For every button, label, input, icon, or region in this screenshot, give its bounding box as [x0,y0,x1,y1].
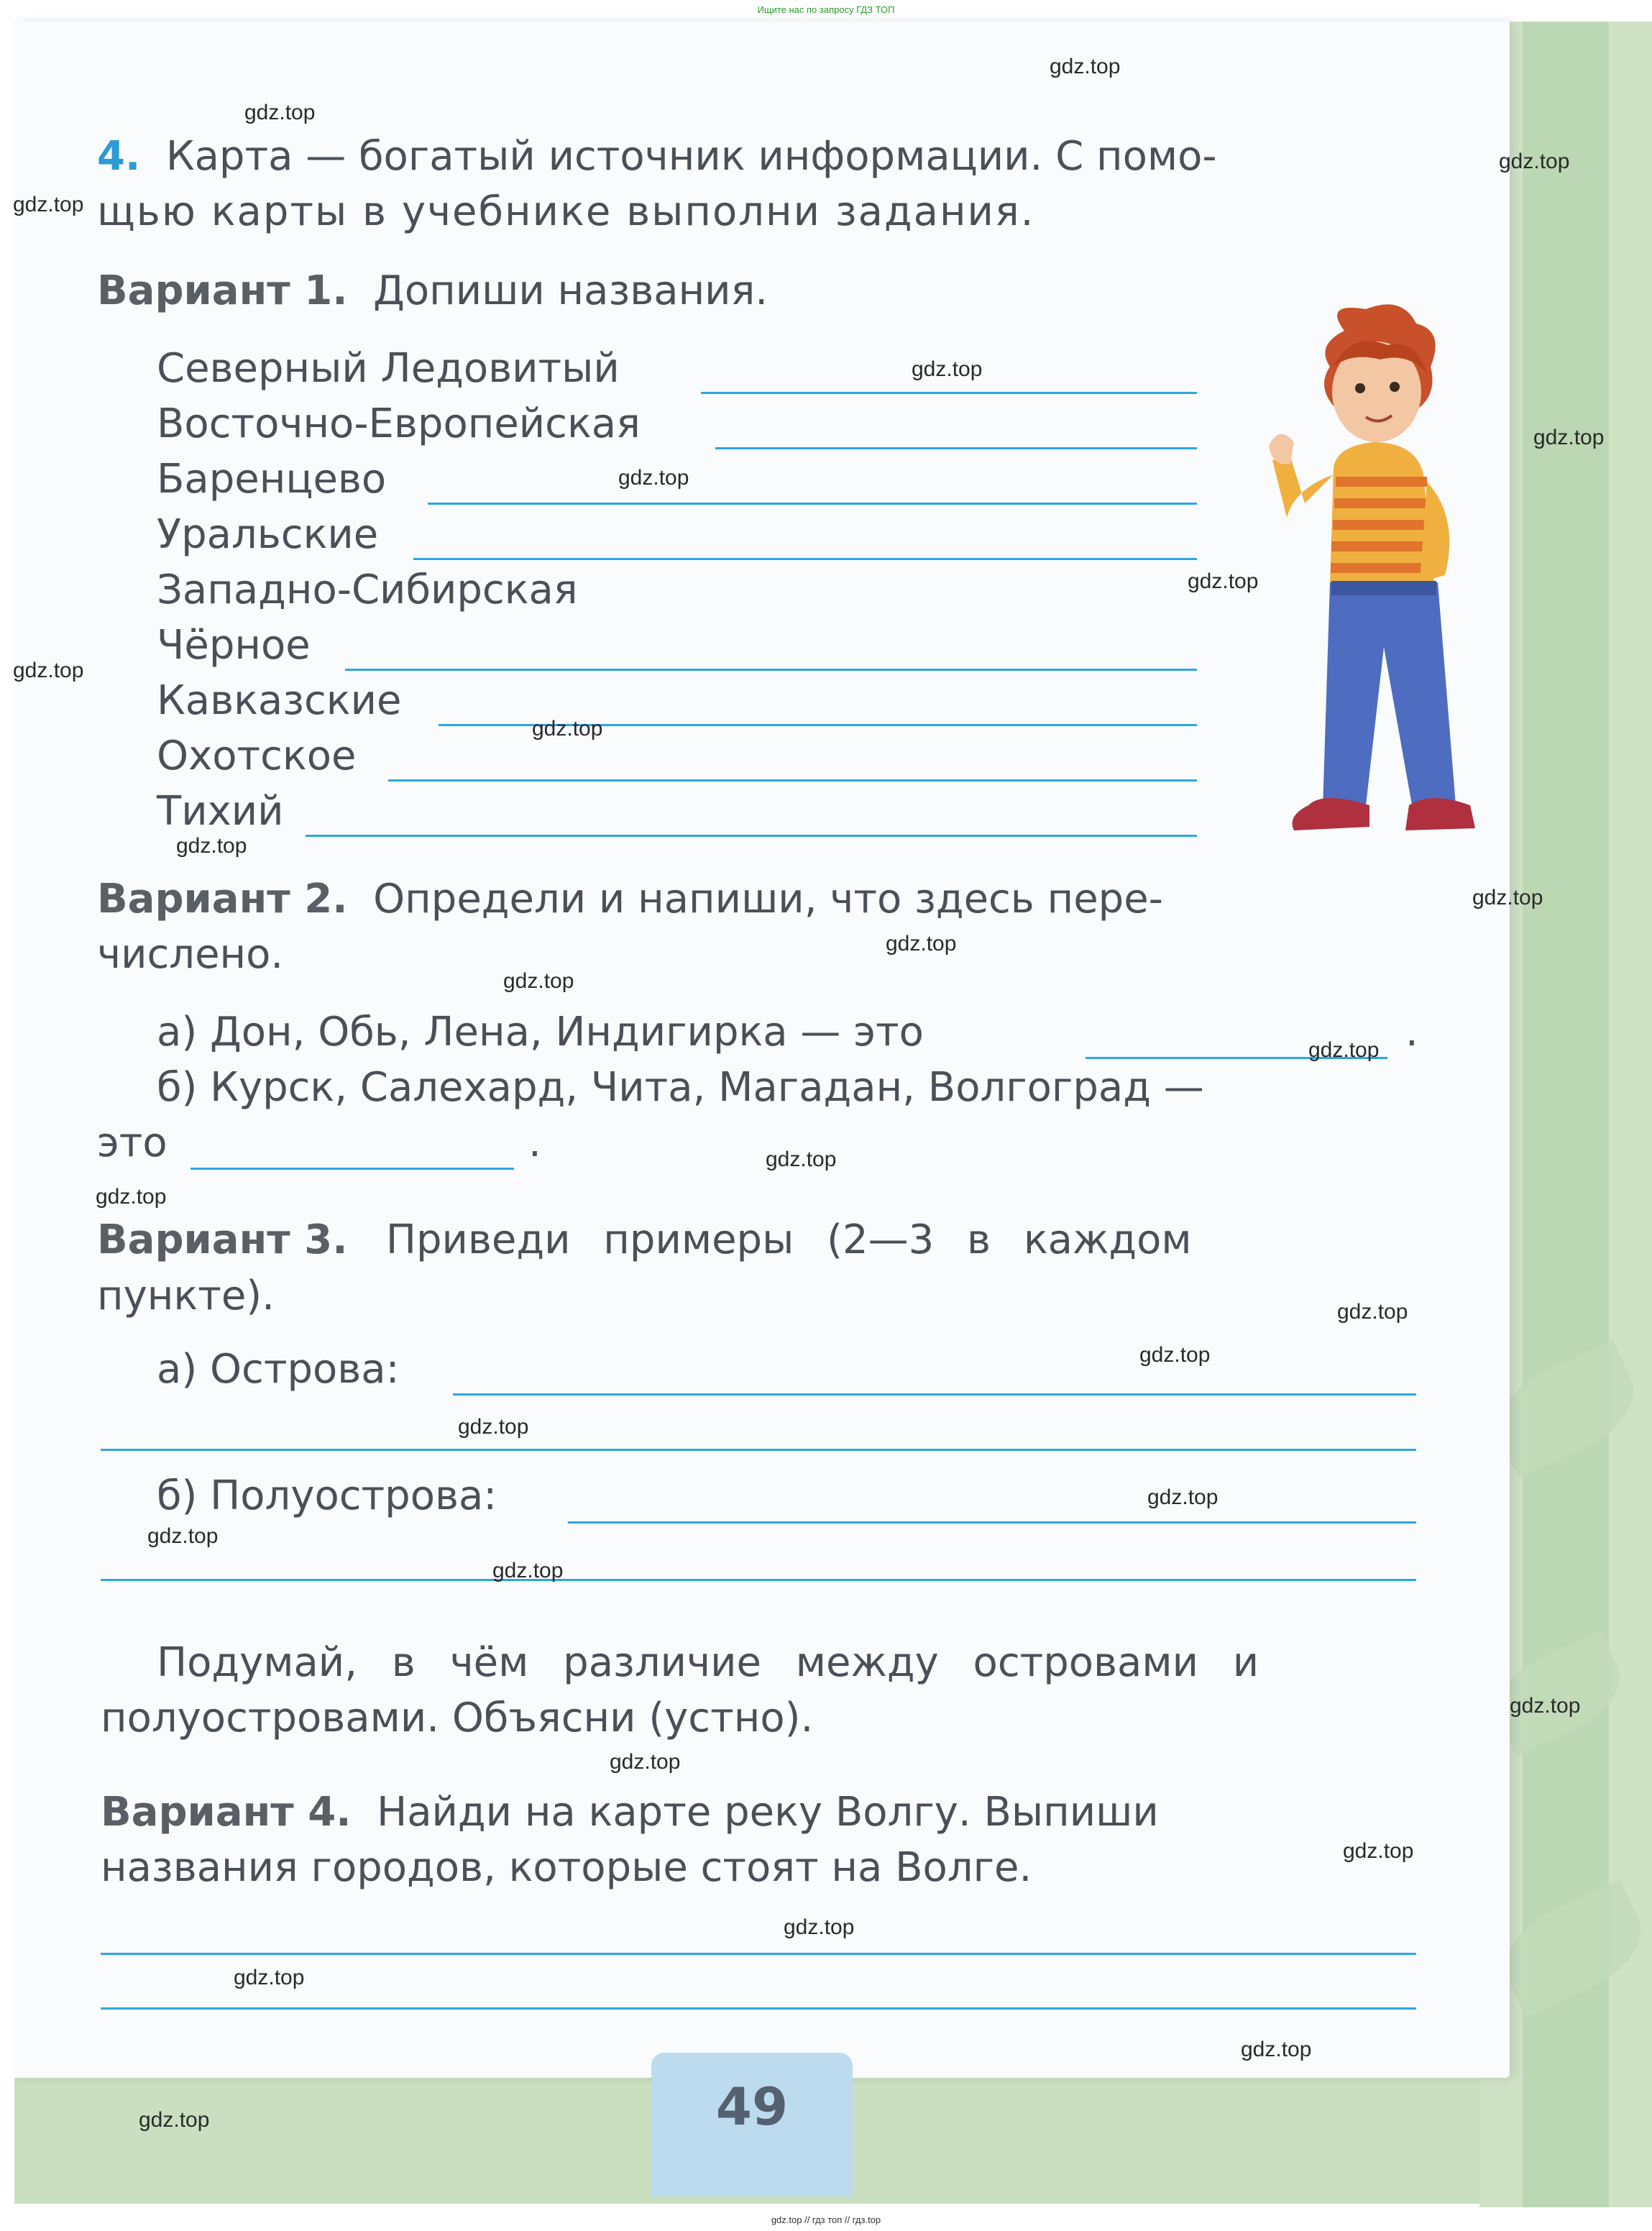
answer-line[interactable] [388,779,1197,782]
watermark: gdz.top [1499,150,1570,173]
watermark: gdz.top [176,834,247,858]
watermark: gdz.top [912,357,983,381]
variant4-heading-line2: названия городов, которые стоят на Волге. [101,1844,1032,1891]
answer-line[interactable] [701,392,1197,394]
task-number: 4. [97,133,141,180]
watermark: gdz.top [1308,1038,1380,1062]
variant1-item: Восточно-Европейская [157,400,641,447]
watermark: gdz.top [244,101,316,124]
watermark: gdz.top [618,466,689,490]
variant1-item: Баренцево [157,456,387,503]
variant1-heading: Вариант 1. Допиши названия. [97,267,768,314]
answer-line[interactable] [428,503,1197,505]
watermark: gdz.top [1472,886,1543,910]
task-intro-line1: 4. Карта — богатый источник информации. С помо- [97,133,1217,180]
watermark: gdz.top [784,1915,855,1939]
think-line2: полуостровами. Объясни (устно). [101,1695,814,1741]
variant4-heading-line1: Вариант 4. Найди на карте реку Волгу. Выпиши [101,1789,1159,1836]
watermark: gdz.top [1241,2038,1312,2061]
task-intro-line2: щью карты в учебнике выполни задания. [97,188,1035,235]
top-banner: Ищите нас по запросу ГДЗ ТОП [757,4,895,15]
variant2-heading-line1: Вариант 2. Определи и напиши, что здесь пере- [97,876,1163,922]
watermark: gdz.top [147,1524,219,1548]
answer-line[interactable] [101,2007,1416,2010]
boy-illustration [1265,302,1481,848]
watermark: gdz.top [1510,1694,1581,1718]
watermark: gdz.top [13,659,84,682]
answer-line[interactable] [191,1168,514,1170]
variant1-item: Кавказские [157,677,402,724]
watermark: gdz.top [139,2108,210,2132]
answer-line[interactable] [345,669,1197,671]
watermark: gdz.top [532,717,603,741]
variant2-heading-line2: числено. [97,931,284,978]
watermark: gdz.top [1188,569,1259,593]
answer-line[interactable] [715,447,1197,449]
variant2-item-b-line2: это [97,1119,168,1166]
bottom-banner: gdz.top // гдз топ // гдз.top [771,2214,881,2225]
variant1-item: Западно-Сибирская [157,567,578,613]
page-number: 49 [651,2053,853,2196]
variant3-heading-line1: Вариант 3. Приведи примеры (2—3 в каждом [97,1217,1192,1263]
variant3-item-a: а) Острова: [157,1346,400,1393]
watermark: gdz.top [234,1966,305,1989]
variant1-item: Охотское [157,733,357,779]
answer-line[interactable] [101,1449,1416,1451]
watermark: gdz.top [886,932,957,956]
answer-line[interactable] [453,1393,1416,1396]
variant3-item-b: б) Полуострова: [157,1472,497,1519]
watermark: gdz.top [1533,426,1605,449]
variant2-item-b-end: . [528,1119,541,1166]
watermark: gdz.top [1343,1839,1414,1863]
variant1-item: Чёрное [157,622,311,669]
answer-line[interactable] [413,558,1197,560]
think-line1: Подумай, в чём различие между островами и [157,1639,1259,1686]
watermark: gdz.top [1139,1343,1211,1367]
variant3-heading-line2: пункте). [97,1273,275,1319]
watermark: gdz.top [1337,1300,1408,1324]
watermark: gdz.top [96,1185,167,1209]
variant1-item: Тихий [157,788,284,835]
answer-line[interactable] [306,835,1197,837]
variant1-item: Северный Ледовитый [157,345,620,392]
watermark: gdz.top [492,1559,564,1582]
watermark: gdz.top [1050,55,1121,78]
variant2-item-b-line1: б) Курск, Салехард, Чита, Магадан, Волгоград — [157,1064,1204,1111]
watermark: gdz.top [13,193,84,216]
variant1-item: Уральские [157,511,379,558]
variant2-item-a: а) Дон, Обь, Лена, Индигирка — это [157,1009,924,1055]
answer-line[interactable] [101,1953,1416,1955]
watermark: gdz.top [503,969,574,993]
watermark: gdz.top [766,1147,837,1171]
answer-line[interactable] [101,1579,1416,1581]
watermark: gdz.top [458,1415,529,1439]
answer-line[interactable] [568,1521,1416,1524]
watermark: gdz.top [1147,1485,1219,1509]
variant2-item-a-end: . [1405,1009,1418,1055]
background-band [1523,22,1609,2207]
watermark: gdz.top [610,1750,681,1774]
